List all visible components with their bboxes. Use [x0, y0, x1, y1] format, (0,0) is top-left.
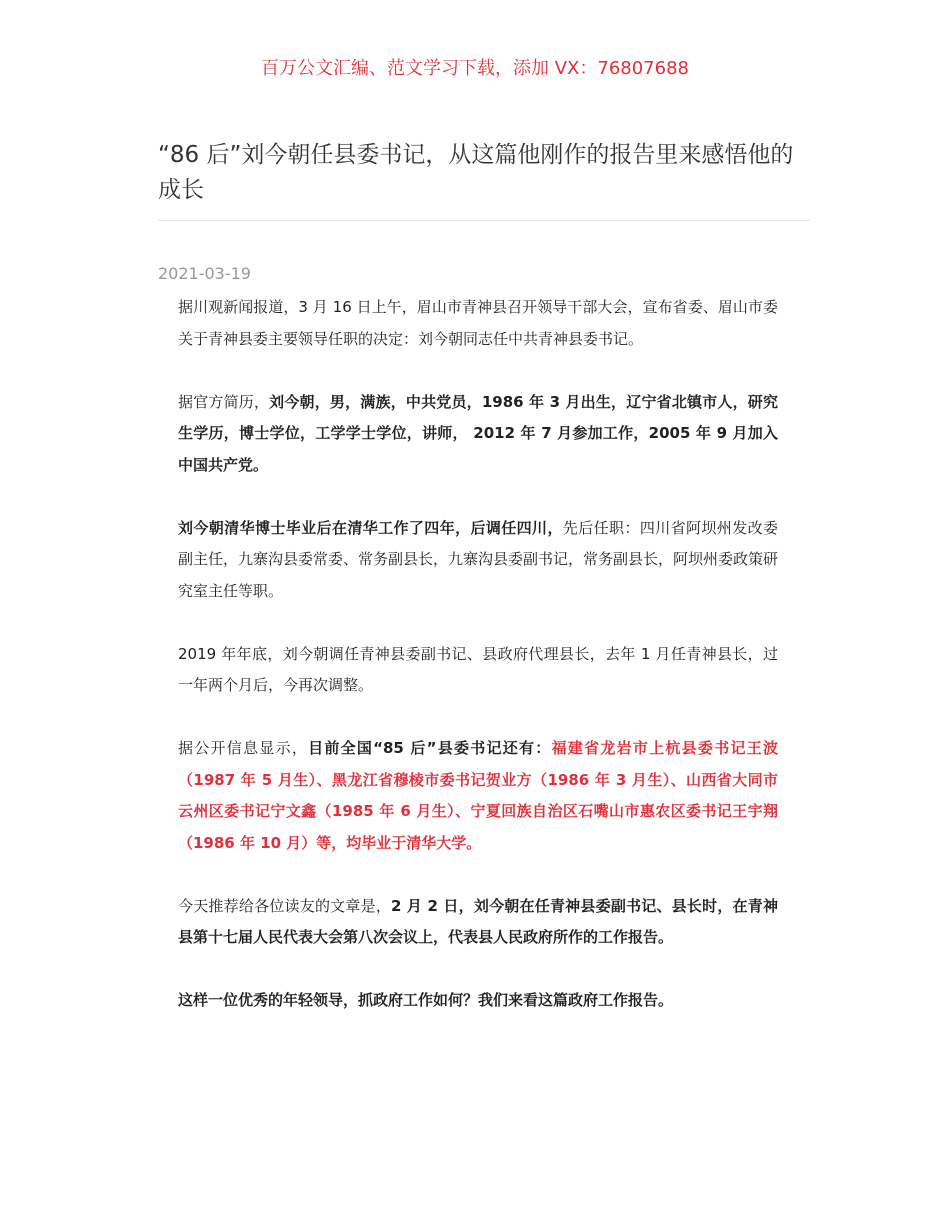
paragraph-3-bold: 刘今朝清华博士毕业后在清华工作了四年，后调任四川， [178, 518, 563, 537]
paragraph-6 [178, 891, 778, 954]
paragraph-2 [178, 387, 778, 482]
paragraph-7-bold: 这样一位优秀的年轻领导，抓政府工作如何？我们来看这篇政府工作报告。 [178, 991, 674, 1009]
article-title: “86 后”刘今朝任县委书记，从这篇他刚作的报告里来感悟他的成长 [158, 142, 794, 203]
paragraph-3-rest: 先后任职：四川省阿坝州发改委副主任，九寨沟县委常委、常务副县长，九寨沟县委副书记，常务副县长，阿坝州委政策研究室主任等职。 [178, 518, 779, 600]
paragraph-4-text: 2019 年年底，刘今朝调任青神县委副书记、县政府代理县长，去年 1 月任青神县长，过一年两个月后，今再次调整。 [178, 644, 778, 694]
article-body [178, 292, 778, 1048]
paragraph-2-lead: 据官方简历， [178, 392, 270, 411]
paragraph-7 [178, 985, 778, 1017]
paragraph-2-bold: 刘今朝，男，满族，中共党员，1986 年 3 月出生，辽宁省北镇市人，研究生学历，博士学位，工学学士学位，讲师， 2012 年 7 月参加工作，2005 年 9 月加入中国共产党。 [178, 392, 778, 474]
promo-banner: 百万公文汇编、范文学习下载，添加 VX：76807688 [261, 58, 689, 79]
paragraph-1-text: 据川观新闻报道，3 月 16 日上午，眉山市青神县召开领导干部大会，宣布省委、眉山市委关于青神县委主要领导任职的决定：刘今朝同志任中共青神县委书记。 [178, 298, 778, 348]
paragraph-6-lead: 今天推荐给各位读友的文章是， [178, 896, 392, 915]
paragraph-5-lead: 据公开信息显示， [178, 739, 309, 757]
paragraph-3 [178, 513, 778, 608]
paragraph-5-bold: 目前全国“85 后”县委书记还有： [308, 739, 552, 757]
paragraph-6-bold: 2 月 2 日，刘今朝在任青神县委副书记、县长时，在青神县第十七届人民代表大会第八次会议上，代表县人民政府所作的工作报告。 [178, 896, 778, 946]
title-divider [158, 220, 810, 221]
publish-date: 2021-03-19 [158, 264, 251, 283]
paragraph-4 [178, 639, 778, 702]
paragraph-1 [178, 292, 778, 355]
paragraph-5 [178, 733, 778, 859]
paragraph-5-highlight: 福建省龙岩市上杭县委书记王波（1987 年 5 月生）、黑龙江省穆棱市委书记贺业方（1986 年 3 月生）、山西省大同市云州区委书记宁文鑫（1985 年 6 月生）、宁夏回族自治区石嘴山市惠农区委书记王宇翔（1986 年 10 月）等，均毕业于清华大学。 [178, 739, 778, 852]
